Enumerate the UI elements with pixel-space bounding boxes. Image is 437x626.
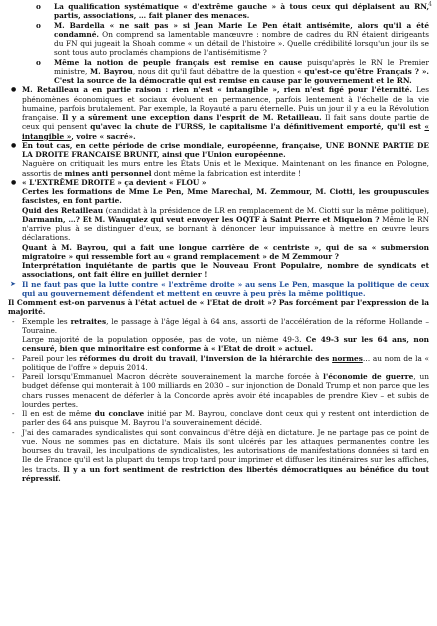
item-text: puisqu'après le RN le Premier ministre, <box>54 57 429 76</box>
item-text: On comprend sa lamentable manœuvre : nombre de cadres du RN étaient dirigeants du FN qui jugeait la Shoah comme « un détail de l'histoire ». Quelle crédibilité lorsqu'un jour ils se sont tous auto proclamés champions de l'antisémitisme ? <box>54 29 429 58</box>
normes-underlined: normes <box>332 353 363 363</box>
paragraph-etat-de-droit <box>8 298 429 317</box>
dash-text: Pareil lorsqu'Emmanuel Macron décrète souverainement la marche forcée à <box>22 372 324 381</box>
dash-text: … au nom de la « politique de l'offre » depuis 2014. <box>22 353 430 372</box>
dash-text: Il en est de même <box>22 409 95 418</box>
dash-item-conclave <box>8 409 429 428</box>
paragraph-retailleau <box>8 85 429 141</box>
intangible-underlined: « intangible » <box>22 122 430 141</box>
paragraph-arrow-note <box>8 280 429 299</box>
extreme-droite-bold: Certes les formations de Mme Le Pen, Mme Marechal, M. Zemmour, M. Ciotti, les groupuscules fascistes, en font partie. <box>22 187 429 206</box>
arrow-text: , <box>307 279 313 289</box>
dash-text: initié par M. Bayrou, conclave dont ceux qui y restent ont interdiction de parler des 64 ans puisque M. Bayrou l'a souverainement décidé. <box>22 409 429 428</box>
dash-item-economie-de-guerre <box>8 372 429 409</box>
retailleau-text: Il fait sans doute partie de ceux qui pensent <box>22 113 429 132</box>
item-bold: M. Bardella « ne sait pas » si Jean Marie Le Pen était antisémite, alors qu'il a été condamné. <box>54 20 429 39</box>
bayrou-bold: Quant à M. Bayrou, qui a fait une longue carrière de « centriste », qui de sa « submersion migratoire » qui ressemble fort au « grand remplacement » de M Zemmour ? <box>22 242 429 261</box>
dash-bold: l'inversion de la hiérarchie des <box>200 353 333 363</box>
dash-bold: Il y a un fort sentiment de restriction des libertés démocratiques au bénéfice du tout répressif. <box>22 464 429 483</box>
quid-bold: Darmanin, …? Et M. Wauquiez qui veut envoyer les OQTF à Saint Pierre et Miquelon ? <box>22 214 380 224</box>
retailleau-bold: qu'avec la chute de l'URSS, le capitalisme l'a définitivement emporté, qu'il est <box>90 122 425 132</box>
europe-bold: mines anti personnel <box>64 168 152 178</box>
dash-item-retraites <box>8 317 429 354</box>
dash-text: J'ai des camarades syndicalistes qui sont convaincus d'être déjà en dictature. Je ne partage pas ce point de vue. Nous ne sommes pas en dictature. Mais ils sont ulcérés par les attaques permanentes contre les bourses du travail, les inculpations de syndicalistes, les autorisations de manifestations données si tard en Ile de France qu'il est la plupart du temps trop tard pour imprimer et diffuser les itinéraires sur les affiches, les tracts. <box>22 427 429 474</box>
item-text: , nous dit qu'il faut débattre de la question « <box>132 66 305 76</box>
dash-item-droit-du-travail <box>8 354 429 373</box>
retailleau-bold: , voire « sacré». <box>71 131 136 141</box>
quid-bold: Quid des Retailleau <box>22 205 104 215</box>
arrow-bold: masque la politique de ceux qui au gouvernement défendent et mettent en œuvre à peu près la même politique. <box>22 279 430 298</box>
list-item-peuple-francais <box>8 58 429 86</box>
item-bold: Même la notion de peuple français est remise en cause <box>54 57 303 67</box>
dash-text: , le passage à l'âge légal à 64 ans, assorti de l'accélération de la réforme Hollande – Touraine. <box>22 316 429 335</box>
retailleau-heading: M. Retailleau a en partie raison : rien n'est « intangible », rien n'est figé pour l'éternité. <box>22 85 412 95</box>
europe-text: dont même la fabrication est interdite ! <box>151 168 301 178</box>
retailleau-text: Les phénomènes économiques et sociaux évoluent en permanence, parfois lentement à l'échelle de la vie humaine, parfois brutalement. Par exemple, la Royauté a paru éternelle. Puis un jour il y a eu la Révolution française. <box>22 85 430 122</box>
etat-de-droit-heading: Il Comment est-on parvenus à l'état actuel de « l'Etat de droit »? Pas forcément par l'expression de la majorité. <box>8 298 429 317</box>
dash-bold: Ce 49-3 sur les 64 ans, non censuré, bien que minoritaire est conforme à « l'Etat de droit » actuel. <box>22 335 429 354</box>
quid-text: (candidat à la présidence de LR en remplacement de M. Ciotti sur la même politique), <box>103 205 430 215</box>
paragraph-europe-body <box>8 159 429 178</box>
extreme-droite-heading: « L'EXTRÊME DROITE » ça devient « FLOU » <box>22 177 207 187</box>
dash-text: , <box>195 353 201 363</box>
paragraph-quid <box>8 206 429 243</box>
dash-bold: retraites <box>70 316 107 326</box>
item-bold: qu'est-ce qu'être Français ? ». C'est la source de la démocratie qui est remise en cause par le gouvernement et le RN. <box>54 66 429 85</box>
quid-text: Même le RN n'arrive plus à se distinguer d'eux, se bornant à dénoncer leur impuissance à mettre en œuvre leurs déclarations. <box>22 214 429 243</box>
paragraph-extreme-droite-heading <box>8 178 429 187</box>
paragraph-bayrou <box>8 243 429 262</box>
paragraph-interpretation <box>8 261 429 280</box>
retailleau-bold: Il y a sûrement une exception dans l'esprit de M. Retailleau. <box>62 113 322 122</box>
dash-item-syndicalistes <box>8 428 429 484</box>
page-number: 4 <box>428 1 432 8</box>
list-item-bardella <box>8 21 429 58</box>
paragraph-europe <box>8 141 429 160</box>
europe-text: Naguère on critiquait les murs entre les États Unis et le Mexique. Maintenant on les finance en Pologne, assortis de <box>22 159 429 178</box>
list-item-extreme-gauche <box>8 2 429 21</box>
arrow-bold: Il ne faut pas que la lutte contre « l'extrême droite » au sens Le Pen <box>22 279 308 289</box>
dash-text: Pareil pour les <box>22 353 80 363</box>
item-text: La qualification systématique « d'extrême gauche » à tous ceux qui déplaisent au RN, partis, associations, … fait planer des menaces. <box>54 2 429 21</box>
dash-text: , un budget défense qui monterait à 100 milliards en 2030 – sur injonction de Donald Trump et non parce que les chars russes menacent de déferler à la Concorde après avoir été incapables de prendre Kiev – et subis de lourdes pertes. <box>22 372 429 409</box>
europe-heading: En tout cas, en cette période de crise mondiale, européenne, française, UNE BONNE PARTIE DE LA DROITE FRANCAISE BRUNIT, ainsi que l'Union européenne. <box>22 140 429 159</box>
dash-bold: du conclave <box>94 409 145 418</box>
dash-bold: l'économie de guerre <box>323 372 414 381</box>
dash-bold: réformes du droit du travail <box>79 353 196 363</box>
dash-text: Exemple les <box>22 316 71 326</box>
item-bold: M. Bayrou <box>89 66 133 76</box>
paragraph-extreme-droite-body <box>8 187 429 206</box>
dash-text: Large majorité de la population opposée, pas de vote, un nième 49-3. <box>22 335 306 344</box>
interpretation-bold: Interprétation inquiétante de partis que le Nouveau Front Populaire, nombre de syndicats et associations, ont fait élire en juillet dernier ! <box>22 261 429 280</box>
